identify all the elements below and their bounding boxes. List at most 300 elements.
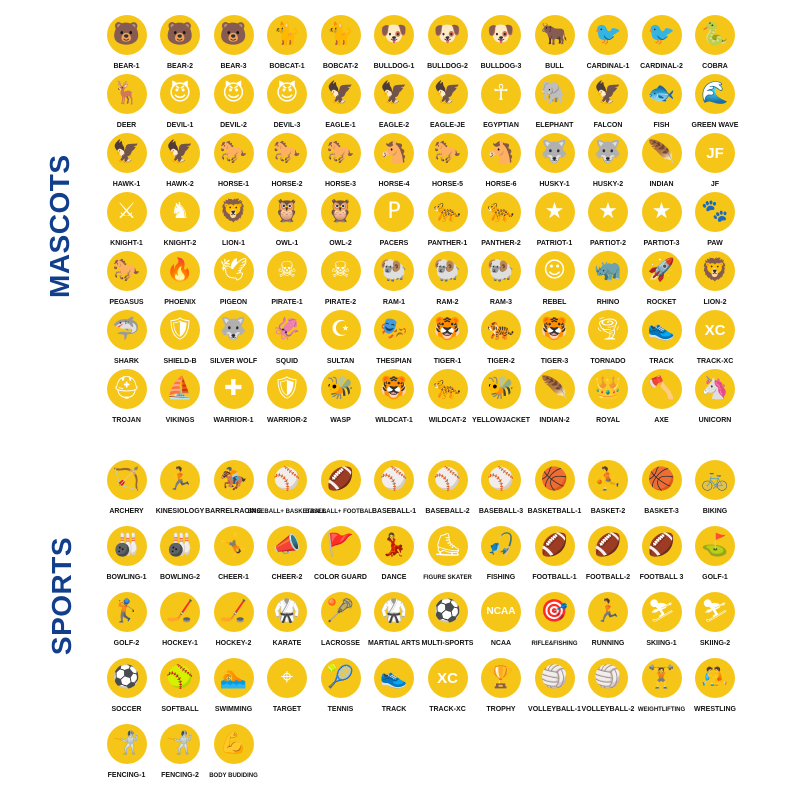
- icon-tile[interactable]: [421, 15, 474, 75]
- icon-tile[interactable]: [475, 192, 528, 252]
- icon-tile[interactable]: [528, 460, 581, 520]
- icon-tile[interactable]: [635, 192, 688, 252]
- icon-tile[interactable]: [421, 526, 474, 586]
- icon-label: CHEER-2: [271, 574, 303, 581]
- icon-label: BULLDOG-3: [480, 63, 522, 70]
- icon-tile[interactable]: [421, 592, 474, 652]
- wrestling-icon: 🤼: [695, 658, 735, 698]
- lion-icon: 🦁: [695, 251, 735, 291]
- devil-icon: 😈: [214, 74, 254, 114]
- owl-icon: 🦉: [267, 192, 307, 232]
- icon-label: RUNNING: [591, 640, 625, 647]
- icon-tile[interactable]: [421, 74, 474, 134]
- icon-tile[interactable]: [421, 133, 474, 193]
- bear-face-icon: 🐻: [160, 15, 200, 55]
- icon-label: BULLDOG-1: [373, 63, 415, 70]
- icon-tile[interactable]: [582, 133, 635, 193]
- icon-label: CHEER-1: [218, 574, 249, 581]
- icon-label: KINESIOLOGY: [155, 508, 205, 515]
- icon-tile[interactable]: [261, 192, 314, 252]
- shark-icon: 🦈: [107, 310, 147, 350]
- icon-label: HOCKEY-2: [215, 640, 252, 647]
- icon-label: ARCHERY: [109, 508, 144, 515]
- icon-tile[interactable]: [689, 592, 742, 652]
- icon-label: EAGLE-1: [325, 122, 356, 129]
- icon-tile[interactable]: [207, 310, 260, 370]
- cobra-icon: 🐍: [695, 15, 735, 55]
- icon-tile[interactable]: [475, 592, 528, 652]
- icon-tile[interactable]: [314, 310, 367, 370]
- icon-label: ELEPHANT: [535, 122, 574, 129]
- icon-label: KNIGHT-1: [110, 240, 143, 247]
- megaphone-icon: 📣: [267, 526, 307, 566]
- lacrosse-icon: 🥍: [321, 592, 361, 632]
- icon-tile[interactable]: [314, 592, 367, 652]
- icon-tile[interactable]: [305, 460, 376, 520]
- icon-tile[interactable]: [528, 526, 581, 586]
- icon-tile[interactable]: [207, 724, 260, 784]
- pharaoh-icon: ☥: [481, 74, 521, 114]
- icon-tile[interactable]: [421, 658, 474, 718]
- figure-skater-icon: ⛸: [428, 526, 468, 566]
- icon-label: TIGER-1: [433, 358, 462, 365]
- icon-tile[interactable]: [421, 251, 474, 311]
- icon-tile[interactable]: [635, 15, 688, 75]
- hockey-icon: 🏒: [214, 592, 254, 632]
- soccer-ball-icon: ⚽: [107, 658, 147, 698]
- owl-icon: 🦉: [321, 192, 361, 232]
- icon-label: SULTAN: [326, 358, 355, 365]
- icon-tile[interactable]: [368, 369, 421, 429]
- icon-tile[interactable]: [475, 460, 528, 520]
- icon-tile[interactable]: [207, 74, 260, 134]
- icon-tile[interactable]: [368, 592, 421, 652]
- icon-label: RHINO: [596, 299, 620, 306]
- icon-label: WILDCAT-1: [375, 417, 413, 424]
- icon-label: BULLDOG-2: [427, 63, 468, 70]
- basketball-icon: 🏀: [642, 460, 682, 500]
- bear-face-icon: 🐻: [107, 15, 147, 55]
- icon-tile[interactable]: [314, 133, 367, 193]
- icon-tile[interactable]: [314, 15, 367, 75]
- multi-sports-icon: ⚽: [428, 592, 468, 632]
- icon-label: SQUID: [275, 358, 299, 365]
- devil-icon: 😈: [160, 74, 200, 114]
- icon-label: HORSE-2: [271, 181, 303, 188]
- icon-tile[interactable]: [472, 369, 530, 429]
- icon-label: TARGET: [272, 706, 302, 713]
- icon-label: TRACK: [649, 358, 674, 365]
- icon-label: VOLLEYBALL-1: [528, 706, 581, 713]
- icon-tile[interactable]: [100, 310, 153, 370]
- icon-tile[interactable]: [635, 133, 688, 193]
- sports-title: SPORTS: [46, 536, 77, 656]
- icon-tile[interactable]: [261, 74, 314, 134]
- icon-label: BASEBALL-3: [478, 508, 524, 515]
- icon-label: PANTHER-1: [427, 240, 468, 247]
- icon-label: HOCKEY-1: [162, 640, 198, 647]
- icon-tile[interactable]: [261, 310, 314, 370]
- icon-tile[interactable]: [314, 74, 367, 134]
- icon-tile[interactable]: [100, 192, 153, 252]
- bowling-icon: 🎳: [107, 526, 147, 566]
- icon-tile[interactable]: [475, 310, 528, 370]
- icon-label: SKIING-1: [646, 640, 677, 647]
- icon-tile[interactable]: [261, 369, 314, 429]
- karate-icon: 🥋: [267, 592, 307, 632]
- icon-tile[interactable]: [207, 192, 260, 252]
- icon-label: DEVIL-2: [220, 122, 247, 129]
- icon-tile[interactable]: [100, 526, 153, 586]
- wave-icon: 🌊: [695, 74, 735, 114]
- pacers-monogram-icon: P: [374, 192, 414, 232]
- icon-tile[interactable]: [314, 526, 367, 586]
- martial-arts-icon: 🥋: [374, 592, 414, 632]
- icon-label: RAM-2: [436, 299, 459, 306]
- icon-label: VOLLEYBALL-2: [581, 706, 635, 713]
- icon-label: DEVIL-1: [166, 122, 194, 129]
- icon-tile[interactable]: [635, 251, 688, 311]
- ram-icon: 🐏: [428, 251, 468, 291]
- icon-tile[interactable]: [154, 192, 207, 252]
- icon-label: THESPIAN: [376, 358, 412, 365]
- shield-icon: 🛡: [160, 310, 200, 350]
- icon-label: ROYAL: [596, 417, 620, 424]
- icon-tile[interactable]: [368, 133, 421, 193]
- icon-tile[interactable]: [207, 15, 260, 75]
- dancer-icon: 💃: [374, 526, 414, 566]
- icon-label: BASEBALL-2: [425, 508, 470, 515]
- icon-tile[interactable]: [314, 192, 367, 252]
- icon-tile[interactable]: [635, 526, 688, 586]
- icon-label: WRESTLING: [694, 706, 736, 713]
- icon-tile[interactable]: [314, 369, 367, 429]
- rifle-fishing-icon: 🎯: [535, 592, 575, 632]
- basketball-player-icon: ⛹: [588, 460, 628, 500]
- football-icon: 🏈: [642, 526, 682, 566]
- eagle-icon: 🦅: [374, 74, 414, 114]
- icon-label: SOFTBALL: [161, 706, 199, 713]
- icon-tile[interactable]: [154, 133, 207, 193]
- icon-tile[interactable]: [528, 369, 581, 429]
- icon-label: HUSKY-1: [539, 181, 570, 188]
- icon-tile[interactable]: [475, 526, 528, 586]
- fencing-icon: 🤺: [107, 724, 147, 764]
- icon-tile[interactable]: [582, 658, 635, 718]
- icon-tile[interactable]: [582, 526, 635, 586]
- icon-label: GOLF-2: [113, 640, 140, 647]
- hockey-sticks-icon: 🏒: [160, 592, 200, 632]
- icon-tile[interactable]: [582, 251, 635, 311]
- icon-tile[interactable]: [582, 369, 635, 429]
- fencing-icon: 🤺: [160, 724, 200, 764]
- pirate-icon: ☠: [267, 251, 307, 291]
- icon-tile[interactable]: [261, 251, 314, 311]
- icon-tile[interactable]: [154, 592, 207, 652]
- unicorn-icon: 🦄: [695, 369, 735, 409]
- wolf-icon: 🐺: [214, 310, 254, 350]
- icon-tile[interactable]: [154, 369, 207, 429]
- icon-tile[interactable]: [582, 460, 635, 520]
- icon-tile[interactable]: [261, 592, 314, 652]
- bulldog-icon: 🐶: [481, 15, 521, 55]
- icon-label: KARATE: [272, 640, 302, 647]
- icon-tile[interactable]: [261, 658, 314, 718]
- icon-tile[interactable]: [689, 15, 742, 75]
- icon-tile[interactable]: [635, 74, 688, 134]
- icon-tile[interactable]: [207, 592, 260, 652]
- icon-label: BASEBALL+ BASKETBALL: [247, 509, 327, 515]
- bulldog-icon: 🐶: [374, 15, 414, 55]
- patriot-icon: ★: [588, 192, 628, 232]
- icon-tile[interactable]: [689, 369, 742, 429]
- pigeon-icon: 🕊: [214, 251, 254, 291]
- icon-tile[interactable]: [582, 192, 635, 252]
- icon-tile[interactable]: [154, 460, 207, 520]
- trojan-helmet-icon: ⛑: [107, 369, 147, 409]
- icon-tile[interactable]: [528, 74, 581, 134]
- kinesiology-icon: 🏃: [160, 460, 200, 500]
- phoenix-icon: 🔥: [160, 251, 200, 291]
- icon-tile[interactable]: [689, 133, 742, 193]
- icon-label: TROJAN: [112, 417, 141, 424]
- icon-label: OWL-1: [275, 240, 299, 247]
- icon-tile[interactable]: [528, 592, 581, 652]
- icon-tile[interactable]: [368, 251, 421, 311]
- icon-tile[interactable]: [154, 74, 207, 134]
- icon-label: HAWK-2: [166, 181, 194, 188]
- bobcat-icon: 🐈: [267, 15, 307, 55]
- icon-label: BARRELRACING: [205, 508, 262, 515]
- icon-tile[interactable]: [100, 251, 153, 311]
- tiger-icon: 🐅: [481, 310, 521, 350]
- icon-tile[interactable]: [689, 658, 742, 718]
- icon-label: LACROSSE: [321, 640, 360, 647]
- baseball-batter-icon: ⚾: [428, 460, 468, 500]
- mascots-title: MASCOTS: [44, 154, 75, 298]
- icon-tile[interactable]: [475, 74, 528, 134]
- icon-tile[interactable]: [689, 526, 742, 586]
- icon-tile[interactable]: [100, 74, 153, 134]
- icon-label: EAGLE-2: [378, 122, 410, 129]
- icon-tile[interactable]: [582, 74, 635, 134]
- icon-label: HORSE-3: [324, 181, 357, 188]
- icon-label: BODY BUDIDING: [209, 773, 258, 779]
- icon-tile[interactable]: [689, 251, 742, 311]
- icon-tile[interactable]: [154, 724, 207, 784]
- icon-tile[interactable]: [100, 15, 153, 75]
- icon-tile[interactable]: [314, 251, 367, 311]
- icon-tile[interactable]: [528, 251, 581, 311]
- icon-label: PEGASUS: [109, 299, 144, 306]
- icon-tile[interactable]: [689, 74, 742, 134]
- tiger-icon: 🐯: [428, 310, 468, 350]
- cardinal-icon: 🐦: [642, 15, 682, 55]
- icon-tile[interactable]: [154, 251, 207, 311]
- hawk-icon: 🦅: [160, 133, 200, 173]
- icon-label: BOWLING-2: [159, 574, 201, 581]
- icon-tile[interactable]: [421, 369, 474, 429]
- icon-label: INDIAN: [649, 181, 674, 188]
- baseball-pitcher-icon: ⚾: [481, 460, 521, 500]
- icon-tile[interactable]: [154, 310, 207, 370]
- icon-label: PAW: [707, 240, 723, 247]
- icon-tile[interactable]: [475, 133, 528, 193]
- icon-tile[interactable]: [154, 658, 207, 718]
- icon-tile[interactable]: [368, 460, 421, 520]
- icon-tile[interactable]: [100, 369, 153, 429]
- icon-tile[interactable]: [635, 369, 688, 429]
- bobcat-icon: 🐈: [321, 15, 361, 55]
- icon-label: BIKING: [702, 508, 728, 515]
- icon-label: DEVIL-3: [273, 122, 301, 129]
- icon-tile[interactable]: [635, 310, 688, 370]
- icon-tile[interactable]: [635, 460, 688, 520]
- icon-tile[interactable]: [528, 133, 581, 193]
- icon-tile[interactable]: [368, 74, 421, 134]
- deer-icon: 🦌: [107, 74, 147, 114]
- squid-icon: 🦑: [267, 310, 307, 350]
- swimming-icon: 🏊: [214, 658, 254, 698]
- icon-tile[interactable]: [475, 15, 528, 75]
- icon-tile[interactable]: [528, 15, 581, 75]
- icon-tile[interactable]: [475, 658, 528, 718]
- icon-label: TRACK-XC: [696, 358, 734, 365]
- icon-tile[interactable]: [314, 658, 367, 718]
- icon-tile[interactable]: [368, 658, 421, 718]
- icon-tile[interactable]: [154, 526, 207, 586]
- icon-label: PIGEON: [219, 299, 248, 306]
- icon-tile[interactable]: [207, 658, 260, 718]
- icon-tile[interactable]: [154, 15, 207, 75]
- rocket-icon: 🚀: [642, 251, 682, 291]
- icon-label: BOBCAT-2: [322, 63, 359, 70]
- icon-label: BASKET-2: [590, 508, 626, 515]
- icon-tile[interactable]: [582, 592, 635, 652]
- icon-label: RIFLE&FISHING: [531, 641, 578, 647]
- indian-head-icon: 🪶: [535, 369, 575, 409]
- icon-tile[interactable]: [207, 133, 260, 193]
- icon-tile[interactable]: [528, 658, 581, 718]
- icon-label: GREEN WAVE: [691, 122, 739, 129]
- icon-tile[interactable]: [261, 526, 314, 586]
- icon-tile[interactable]: [689, 310, 742, 370]
- icon-tile[interactable]: [100, 592, 153, 652]
- icon-tile[interactable]: [207, 369, 260, 429]
- icon-tile[interactable]: [100, 133, 153, 193]
- icon-tile[interactable]: [582, 310, 635, 370]
- elephant-icon: 🐘: [535, 74, 575, 114]
- icon-tile[interactable]: [368, 15, 421, 75]
- icon-label: FOOTBALL 3: [639, 574, 684, 581]
- archery-icon: 🏹: [107, 460, 147, 500]
- lion-icon: 🦁: [214, 192, 254, 232]
- icon-label: WARRIOR-2: [266, 417, 308, 424]
- icon-tile[interactable]: [635, 658, 688, 718]
- trophy-icon: 🏆: [481, 658, 521, 698]
- icon-label: LION-1: [222, 240, 245, 247]
- horse-icon: 🐎: [321, 133, 361, 173]
- icon-tile[interactable]: [528, 192, 581, 252]
- fish-icon: 🐟: [642, 74, 682, 114]
- icon-tile[interactable]: [368, 310, 421, 370]
- icon-label: REBEL: [542, 299, 567, 306]
- patriot-icon: ★: [535, 192, 575, 232]
- icon-label: GOLF-1: [702, 574, 728, 581]
- icon-label: UNICORN: [698, 417, 732, 424]
- icon-label: CARDINAL-2: [640, 63, 683, 70]
- icon-tile[interactable]: [207, 251, 260, 311]
- warrior-shield-icon: 🛡: [267, 369, 307, 409]
- icon-label: PARTIOT-3: [643, 240, 680, 247]
- flags-icon: 🚩: [321, 526, 361, 566]
- icon-tile[interactable]: [368, 526, 421, 586]
- icon-label: OWL-2: [329, 240, 352, 247]
- icon-tile[interactable]: [582, 15, 635, 75]
- icon-tile[interactable]: [528, 310, 581, 370]
- icon-label: BASEBALL-1: [371, 508, 417, 515]
- icon-tile[interactable]: [475, 251, 528, 311]
- pegasus-icon: 🐎: [107, 251, 147, 291]
- icon-label: TRACK: [381, 706, 407, 713]
- icon-tile[interactable]: [261, 15, 314, 75]
- baseball-football-icon: 🏈: [321, 460, 361, 500]
- volleyball-icon: 🏐: [535, 658, 575, 698]
- icon-label: KNIGHT-2: [163, 240, 197, 247]
- bowling-icon: 🎳: [160, 526, 200, 566]
- icon-label: PATRIOT-1: [536, 240, 573, 247]
- icon-label: PHOENIX: [164, 299, 196, 306]
- tornado-icon: 🌪: [588, 310, 628, 350]
- icon-label: HORSE-6: [485, 181, 517, 188]
- icon-label: BEAR-2: [166, 63, 194, 70]
- icon-label: FALCON: [593, 122, 623, 129]
- barrel-racing-icon: 🏇: [214, 460, 254, 500]
- icon-tile[interactable]: [207, 526, 260, 586]
- icon-tile[interactable]: [421, 310, 474, 370]
- skiing-icon: ⛷: [695, 592, 735, 632]
- icon-label: SWIMMING: [214, 706, 253, 713]
- icon-label: FOOTBALL-2: [585, 574, 631, 581]
- icon-tile[interactable]: [689, 460, 742, 520]
- running-icon: 🏃: [588, 592, 628, 632]
- pirate-icon: ☠: [321, 251, 361, 291]
- icon-tile[interactable]: [689, 192, 742, 252]
- icon-label: HORSE-4: [378, 181, 410, 188]
- wasp-icon: 🐝: [321, 369, 361, 409]
- axe-icon: 🪓: [642, 369, 682, 409]
- basketball-hoop-icon: 🏀: [535, 460, 575, 500]
- icon-tile[interactable]: [421, 192, 474, 252]
- icon-tile[interactable]: [635, 592, 688, 652]
- icon-label: HORSE-5: [431, 181, 464, 188]
- icon-tile[interactable]: [100, 724, 153, 784]
- warrior-shield-icon: ✚: [214, 369, 254, 409]
- panther-icon: 🐆: [428, 192, 468, 232]
- cheerleader-icon: 🤸: [214, 526, 254, 566]
- icon-label: WASP: [330, 417, 351, 424]
- icon-tile[interactable]: [421, 460, 474, 520]
- icon-tile[interactable]: [100, 460, 153, 520]
- icon-tile[interactable]: [100, 658, 153, 718]
- icon-tile[interactable]: [368, 192, 421, 252]
- icon-label: BASEBALL+ FOOTBALL: [305, 509, 376, 515]
- bull-icon: 🐂: [535, 15, 575, 55]
- devil-icon: 😈: [267, 74, 307, 114]
- icon-label: SHIELD-B: [163, 358, 197, 365]
- icon-tile[interactable]: [261, 133, 314, 193]
- weightlifting-icon: 🏋: [642, 658, 682, 698]
